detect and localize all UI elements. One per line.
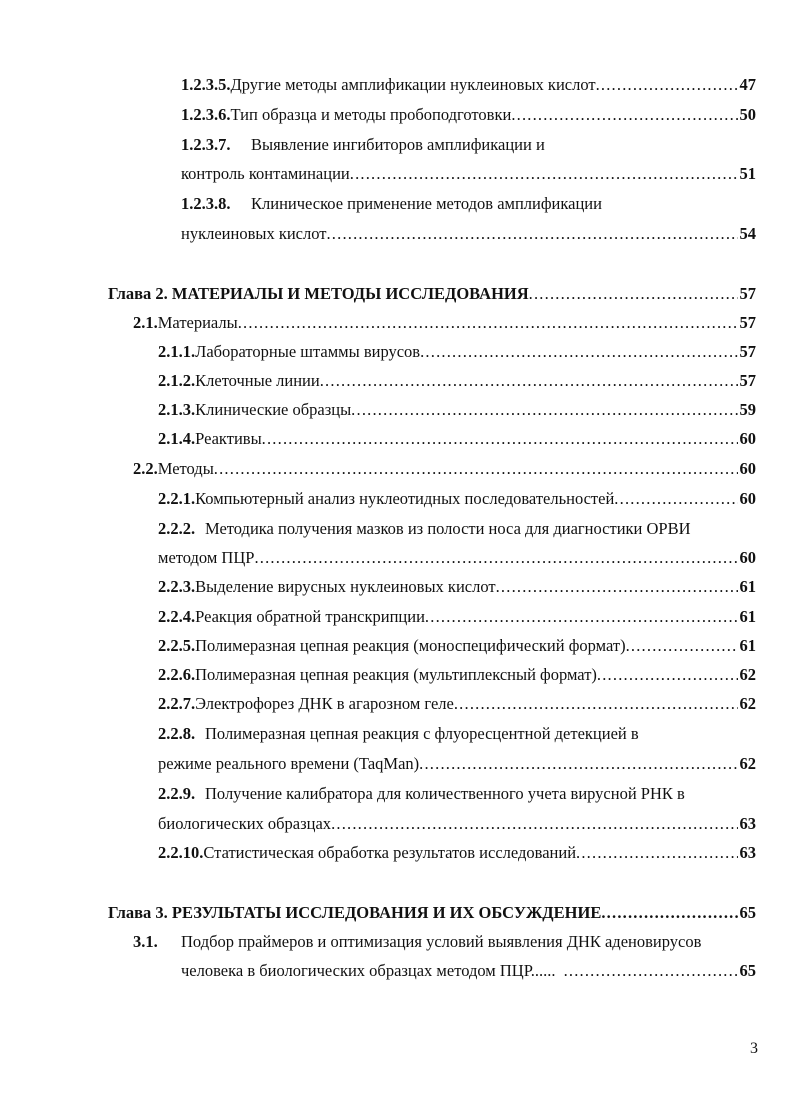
toc-leader [556,960,738,982]
toc-title: Полимеразная цепная реакция (моноспецифический формат) [195,636,626,655]
toc-entry-2-2-2-cont [158,547,756,569]
toc-title: Выявление ингибиторов амплификации и [251,135,545,154]
toc-title: Тип образца и методы пробоподготовки [230,105,512,124]
toc-title-continued: биологических образцах [158,814,332,833]
toc-number: 1.2.3.8. [181,194,231,213]
toc-number: 2.2.5. [158,636,196,655]
toc-number: 2.1.4. [158,429,196,448]
toc-title: Получение калибратора для количественного учета вирусной РНК в [205,784,685,803]
toc-leader [496,576,738,598]
toc-entry-1-2-3-5 [181,74,756,96]
toc-page: 59 [739,400,756,419]
toc-title: Другие методы амплификации нуклеиновых кислот [230,75,596,94]
toc-entry-2-2-1 [158,488,756,510]
toc-number: 2.2.9. [158,784,196,803]
toc-leader [511,104,737,126]
toc-title: Методика получения мазков из полости носа для диагностики ОРВИ [205,519,691,538]
toc-entry-1-2-3-8 [181,193,756,215]
toc-number: 2.1.2. [158,371,196,390]
toc-number: 2.1. [133,313,158,332]
toc-title-continued: человека в биологических образцах методом ПЦР...... [181,961,556,980]
toc-page: 60 [739,429,756,448]
toc-leader [254,547,737,569]
toc-title: Статистическая обработка результатов исследований [203,843,577,862]
toc-entry-3-1 [133,931,756,953]
toc-title: Клинические образцы [195,400,352,419]
toc-number: 2.2. [133,459,158,478]
toc-leader [214,458,738,480]
toc-number: 2.2.8. [158,724,196,743]
toc-number: 1.2.3.6. [181,105,231,124]
toc-entry-2-2-8-cont [158,753,756,775]
toc-entry-2-2-4 [158,606,756,628]
toc-page: 47 [739,75,756,94]
toc-leader [350,163,738,185]
toc-page: 60 [739,459,756,478]
toc-number: 3.1. [133,932,158,951]
toc-entry-2-2-5 [158,635,756,657]
toc-entry-2-1-1 [158,341,756,363]
toc-page: 65 [739,903,756,922]
toc-title: Выделение вирусных нуклеиновых кислот [195,577,496,596]
toc-leader [419,753,737,775]
toc-entry-2-2-2 [158,518,756,540]
toc-page: 65 [739,961,756,980]
toc-title: Реакция обратной транскрипции [195,607,425,626]
toc-leader [351,399,737,421]
toc-entry-2-1 [133,312,756,334]
toc-entry-2-1-3 [158,399,756,421]
toc-number: 2.2.10. [158,843,204,862]
toc-number: 1.2.3.7. [181,135,231,154]
toc-chapter-title: Глава 2. МАТЕРИАЛЫ И МЕТОДЫ ИССЛЕДОВАНИЯ [108,284,529,303]
toc-page: 57 [739,284,756,303]
toc-leader [238,312,738,334]
toc-title-continued: режиме реального времени (TaqMan) [158,754,420,773]
toc-entry-2-2-10 [158,842,756,864]
toc-page: 57 [739,371,756,390]
toc-number: 2.1.3. [158,400,196,419]
toc-leader [326,223,737,245]
toc-leader [596,74,738,96]
toc-title: Методы [157,459,214,478]
toc-title: Лабораторные штаммы вирусов [195,342,421,361]
toc-page: 62 [739,754,756,773]
toc-page: 63 [739,814,756,833]
toc-leader [425,606,738,628]
toc-leader [420,341,737,363]
toc-title: Клеточные линии [195,371,320,390]
toc-page: 62 [739,694,756,713]
toc-entry-1-2-3-7-cont [181,163,756,185]
toc-title: Полимеразная цепная реакция с флуоресцентной детекцией в [205,724,639,743]
toc-number: 2.2.1. [158,489,196,508]
toc-entry-2-2-8 [158,723,756,745]
toc-leader [529,283,738,305]
toc-leader [597,664,738,686]
toc-number: 2.2.7. [158,694,196,713]
toc-entry-2-1-2 [158,370,756,392]
toc-page: 51 [739,164,756,183]
toc-entry-2-2-9 [158,783,756,805]
toc-entry-3-1-cont [181,960,756,982]
toc-page: 57 [739,313,756,332]
toc-entry-1-2-3-6 [181,104,756,126]
toc-page: 60 [739,548,756,567]
toc-number: 2.2.6. [158,665,196,684]
toc-number: 2.2.4. [158,607,196,626]
toc-title-continued: методом ПЦР [158,548,255,567]
toc-page: 61 [739,577,756,596]
toc-number: 2.2.2. [158,519,196,538]
toc-title: Материалы [157,313,238,332]
toc-leader [601,902,737,924]
page-number: 3 [750,1040,758,1057]
toc-leader [262,428,738,450]
toc-leader [320,370,738,392]
toc-entry-2-2-6 [158,664,756,686]
toc-title: Клиническое применение методов амплификации [251,194,602,213]
toc-title: Компьютерный анализ нуклеотидных последовательностей [195,489,615,508]
toc-number: 2.1.1. [158,342,196,361]
toc-leader [454,693,738,715]
toc-page: 54 [739,224,756,243]
toc-page: 63 [739,843,756,862]
toc-page: 61 [739,607,756,626]
toc-entry-1-2-3-8-cont [181,223,756,245]
toc-title: Полимеразная цепная реакция (мультиплексный формат) [195,665,597,684]
toc-leader [576,842,737,864]
toc-leader [626,635,738,657]
toc-leader [331,813,737,835]
toc-chapter-title: Глава 3. РЕЗУЛЬТАТЫ ИССЛЕДОВАНИЯ И ИХ ОБСУЖДЕНИЕ [108,903,602,922]
toc-number: 1.2.3.5. [181,75,231,94]
toc-leader [614,488,737,510]
toc-entry-2-2-7 [158,693,756,715]
toc-entry-2-2-3 [158,576,756,598]
toc-entry-2-2 [133,458,756,480]
toc-number: 2.2.3. [158,577,196,596]
toc-title-continued: контроль контаминации [181,164,350,183]
toc-chapter-3 [108,902,756,924]
toc-title: Реактивы [195,429,262,448]
toc-entry-1-2-3-7 [181,134,756,156]
toc-page: 60 [739,489,756,508]
toc-page: 57 [739,342,756,361]
toc-page: 61 [739,636,756,655]
toc-title: Электрофорез ДНК в агарозном геле [195,694,454,713]
toc-page: 62 [739,665,756,684]
toc-chapter-2 [108,283,756,305]
toc-title: Подбор праймеров и оптимизация условий выявления ДНК аденовирусов [181,932,702,951]
toc-title-continued: нуклеиновых кислот [181,224,327,243]
toc-page: 50 [739,105,756,124]
toc-entry-2-1-4 [158,428,756,450]
toc-entry-2-2-9-cont [158,813,756,835]
